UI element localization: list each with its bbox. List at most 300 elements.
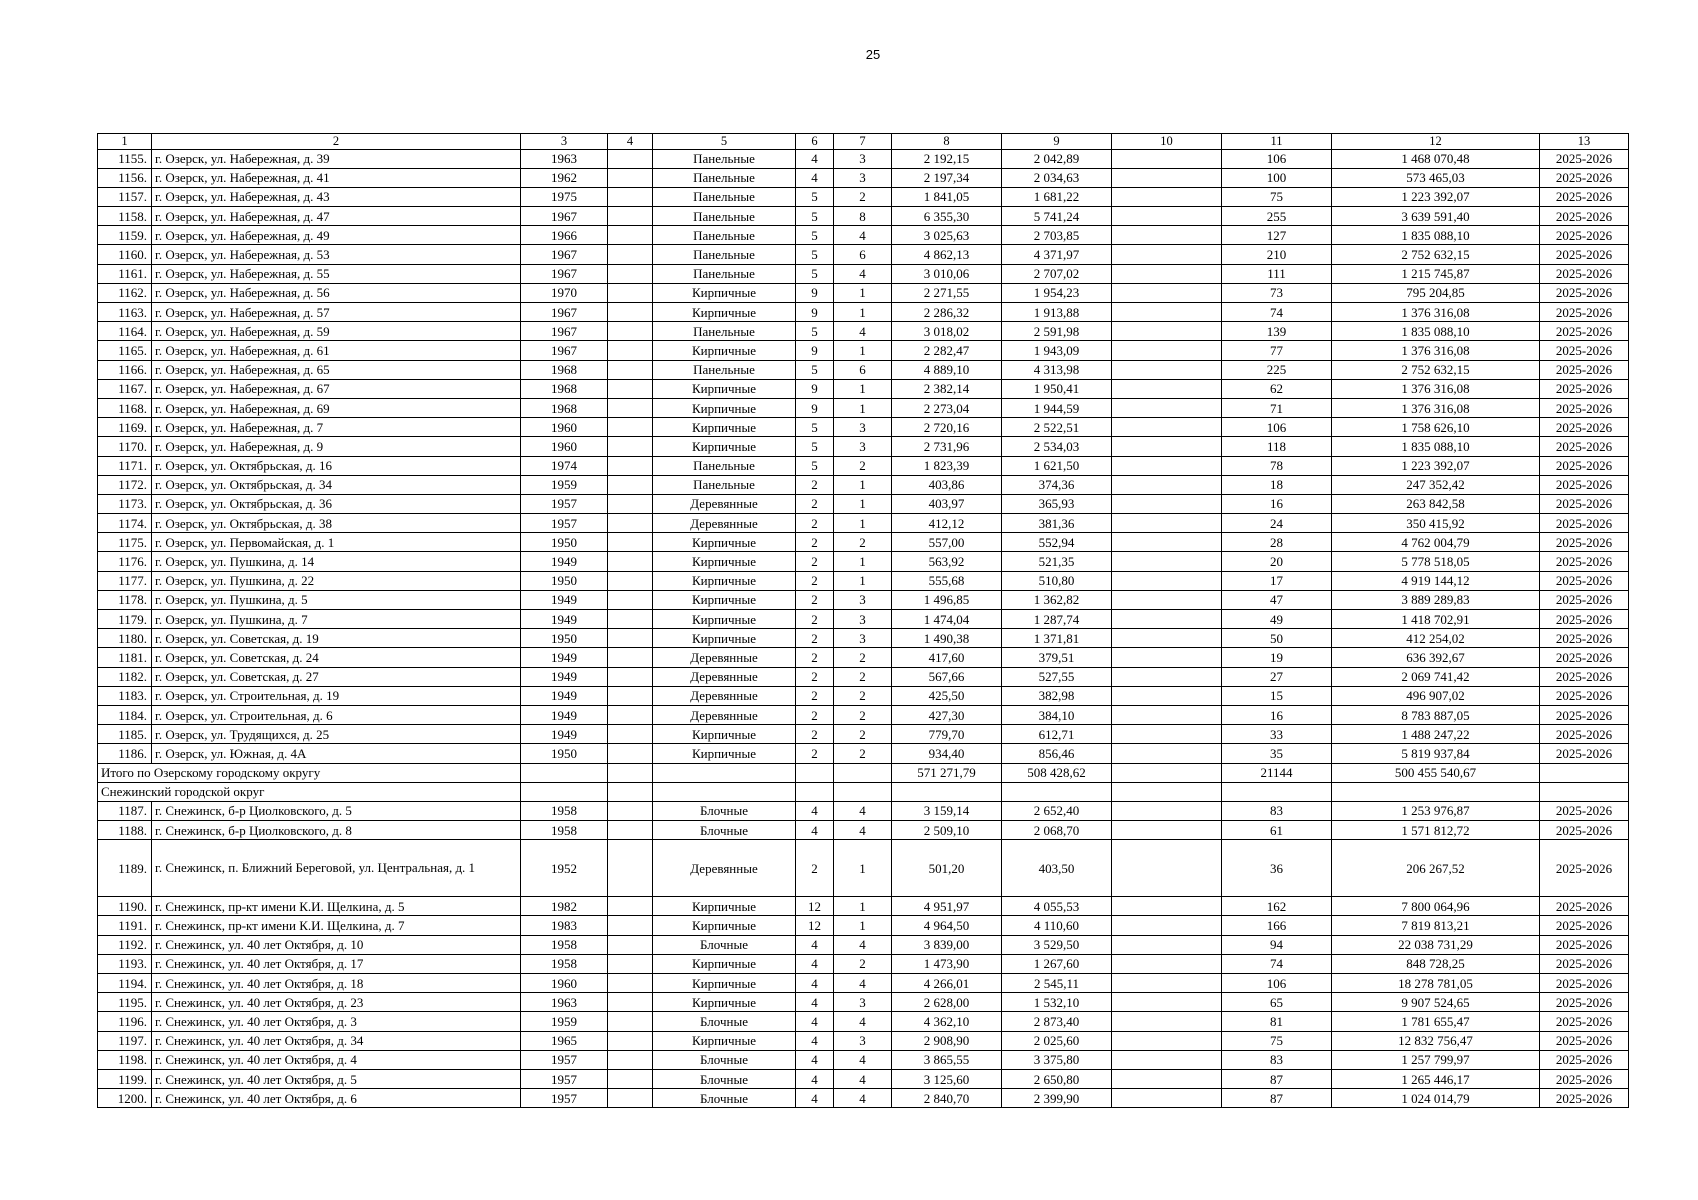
table-cell: 2025-2026 bbox=[1540, 629, 1629, 648]
table-cell bbox=[1112, 897, 1222, 916]
table-cell: 2 752 632,15 bbox=[1332, 245, 1540, 264]
table-cell: г. Озерск, ул. Набережная, д. 67 bbox=[152, 379, 521, 398]
table-cell bbox=[1112, 935, 1222, 954]
table-cell: 4 862,13 bbox=[892, 245, 1002, 264]
table-cell bbox=[1112, 533, 1222, 552]
table-cell: 1167. bbox=[98, 379, 152, 398]
table-cell: 555,68 bbox=[892, 571, 1002, 590]
table-cell: 2 628,00 bbox=[892, 993, 1002, 1012]
table-cell: Панельные bbox=[653, 187, 796, 206]
table-cell bbox=[1112, 571, 1222, 590]
table-cell: 3 bbox=[834, 1031, 892, 1050]
table-cell bbox=[608, 514, 653, 533]
table-cell bbox=[608, 360, 653, 379]
table-cell: г. Озерск, ул. Советская, д. 19 bbox=[152, 629, 521, 648]
table-cell: 1949 bbox=[521, 725, 608, 744]
table-cell: г. Озерск, ул. Набережная, д. 49 bbox=[152, 226, 521, 245]
table-cell: 1965 bbox=[521, 1031, 608, 1050]
table-cell: 19 bbox=[1222, 648, 1332, 667]
table-cell: Кирпичные bbox=[653, 629, 796, 648]
table-cell: 4 bbox=[796, 168, 834, 187]
table-cell: 1186. bbox=[98, 744, 152, 763]
table-cell: 1 371,81 bbox=[1002, 629, 1112, 648]
table-cell: 848 728,25 bbox=[1332, 954, 1540, 973]
table-cell: 1967 bbox=[521, 322, 608, 341]
table-cell: 1957 bbox=[521, 494, 608, 513]
table-cell bbox=[608, 801, 653, 820]
table-cell: 573 465,03 bbox=[1332, 168, 1540, 187]
table-cell: 75 bbox=[1222, 187, 1332, 206]
table-cell bbox=[608, 283, 653, 302]
table-cell: 4 bbox=[834, 1089, 892, 1108]
table-cell: 2025-2026 bbox=[1540, 437, 1629, 456]
table-cell: 2 bbox=[796, 705, 834, 724]
column-number: 9 bbox=[1002, 134, 1112, 150]
table-cell: 2 908,90 bbox=[892, 1031, 1002, 1050]
table-cell: 2 731,96 bbox=[892, 437, 1002, 456]
table-cell: 1 781 655,47 bbox=[1332, 1012, 1540, 1031]
table-cell: 1169. bbox=[98, 418, 152, 437]
table-cell: г. Снежинск, ул. 40 лет Октября, д. 6 bbox=[152, 1089, 521, 1108]
table-cell: 5 bbox=[796, 264, 834, 283]
table-cell: 1983 bbox=[521, 916, 608, 935]
column-number: 3 bbox=[521, 134, 608, 150]
table-cell bbox=[608, 571, 653, 590]
table-cell: г. Озерск, ул. Набережная, д. 41 bbox=[152, 168, 521, 187]
table-cell: 1 bbox=[834, 379, 892, 398]
summary-value: 571 271,79 bbox=[892, 763, 1002, 782]
table-cell: 4 055,53 bbox=[1002, 897, 1112, 916]
table-cell: 3 159,14 bbox=[892, 801, 1002, 820]
table-cell: г. Озерск, ул. Пушкина, д. 5 bbox=[152, 590, 521, 609]
table-cell: г. Озерск, ул. Набережная, д. 7 bbox=[152, 418, 521, 437]
table-row bbox=[98, 993, 1629, 1012]
table-cell: 100 bbox=[1222, 168, 1332, 187]
table-cell: 2025-2026 bbox=[1540, 341, 1629, 360]
table-row bbox=[98, 226, 1629, 245]
table-cell: 1 488 247,22 bbox=[1332, 725, 1540, 744]
table-cell bbox=[1112, 475, 1222, 494]
table-cell: г. Озерск, ул. Октябрьская, д. 36 bbox=[152, 494, 521, 513]
table-cell: 1 bbox=[834, 571, 892, 590]
table-cell: 106 bbox=[1222, 974, 1332, 993]
table-cell: 417,60 bbox=[892, 648, 1002, 667]
table-cell: г. Озерск, ул. Набережная, д. 47 bbox=[152, 207, 521, 226]
table-cell: 5 bbox=[796, 322, 834, 341]
table-cell bbox=[608, 705, 653, 724]
table-cell bbox=[608, 418, 653, 437]
table-cell bbox=[608, 1089, 653, 1108]
table-cell: Деревянные bbox=[653, 840, 796, 897]
table-cell: Панельные bbox=[653, 226, 796, 245]
table-cell: 1 376 316,08 bbox=[1332, 398, 1540, 417]
table-cell: 1 bbox=[834, 840, 892, 897]
table-cell: 5 bbox=[796, 245, 834, 264]
table-cell: Панельные bbox=[653, 456, 796, 475]
table-cell: 3 bbox=[834, 993, 892, 1012]
table-cell: 1 490,38 bbox=[892, 629, 1002, 648]
table-cell: 1966 bbox=[521, 226, 608, 245]
table-cell bbox=[1112, 610, 1222, 629]
table-cell: 527,55 bbox=[1002, 667, 1112, 686]
table-cell: Кирпичные bbox=[653, 418, 796, 437]
table-cell: г. Озерск, ул. Советская, д. 24 bbox=[152, 648, 521, 667]
table-cell: 1949 bbox=[521, 705, 608, 724]
table-cell: 3 018,02 bbox=[892, 322, 1002, 341]
table-cell: 1171. bbox=[98, 456, 152, 475]
table-cell bbox=[608, 398, 653, 417]
table-cell: 2 025,60 bbox=[1002, 1031, 1112, 1050]
table-cell: 2025-2026 bbox=[1540, 1050, 1629, 1069]
table-cell: Блочные bbox=[653, 1069, 796, 1088]
table-cell: 2 069 741,42 bbox=[1332, 667, 1540, 686]
table-cell: 2 bbox=[796, 686, 834, 705]
table-cell: 1 835 088,10 bbox=[1332, 226, 1540, 245]
table-cell: 1197. bbox=[98, 1031, 152, 1050]
table-cell: 5 778 518,05 bbox=[1332, 552, 1540, 571]
table-cell: 74 bbox=[1222, 954, 1332, 973]
section-empty-cell bbox=[521, 782, 608, 801]
section-label: Снежинский городской округ bbox=[98, 782, 521, 801]
table-cell: 225 bbox=[1222, 360, 1332, 379]
table-cell bbox=[608, 149, 653, 168]
table-cell bbox=[1112, 187, 1222, 206]
table-row bbox=[98, 1050, 1629, 1069]
table-cell: г. Озерск, ул. Строительная, д. 6 bbox=[152, 705, 521, 724]
table-cell: 2 382,14 bbox=[892, 379, 1002, 398]
table-cell: г. Снежинск, ул. 40 лет Октября, д. 34 bbox=[152, 1031, 521, 1050]
table-cell: 3 865,55 bbox=[892, 1050, 1002, 1069]
table-cell bbox=[608, 648, 653, 667]
table-cell: 1178. bbox=[98, 590, 152, 609]
table-cell: 12 bbox=[796, 916, 834, 935]
table-cell: 1959 bbox=[521, 475, 608, 494]
table-cell: 5 741,24 bbox=[1002, 207, 1112, 226]
table-cell: г. Озерск, ул. Строительная, д. 19 bbox=[152, 686, 521, 705]
table-cell: 81 bbox=[1222, 1012, 1332, 1031]
table-cell: 49 bbox=[1222, 610, 1332, 629]
table-cell: 2025-2026 bbox=[1540, 840, 1629, 897]
table-cell: 1 954,23 bbox=[1002, 283, 1112, 302]
table-cell: 4 bbox=[834, 264, 892, 283]
table-cell: Панельные bbox=[653, 168, 796, 187]
table-cell: 1967 bbox=[521, 303, 608, 322]
table-cell bbox=[1112, 149, 1222, 168]
table-cell bbox=[1112, 379, 1222, 398]
table-cell: 3 bbox=[834, 149, 892, 168]
table-cell bbox=[1112, 1050, 1222, 1069]
table-row bbox=[98, 456, 1629, 475]
table-cell: 4 362,10 bbox=[892, 1012, 1002, 1031]
table-cell: 9 bbox=[796, 303, 834, 322]
table-cell: Кирпичные bbox=[653, 610, 796, 629]
table-cell: г. Озерск, ул. Набережная, д. 53 bbox=[152, 245, 521, 264]
table-cell: 2025-2026 bbox=[1540, 533, 1629, 552]
table-cell: 3 bbox=[834, 610, 892, 629]
table-cell: 1 bbox=[834, 341, 892, 360]
table-row bbox=[98, 840, 1629, 897]
table-cell: 2025-2026 bbox=[1540, 1031, 1629, 1050]
table-row bbox=[98, 1089, 1629, 1108]
table-cell: Кирпичные bbox=[653, 571, 796, 590]
table-cell: 47 bbox=[1222, 590, 1332, 609]
table-cell: 1960 bbox=[521, 418, 608, 437]
table-cell: г. Озерск, ул. Пушкина, д. 7 bbox=[152, 610, 521, 629]
table-cell: 1949 bbox=[521, 686, 608, 705]
table-cell: 2 840,70 bbox=[892, 1089, 1002, 1108]
table-cell: 2 bbox=[796, 571, 834, 590]
table-row bbox=[98, 610, 1629, 629]
table-cell: 2025-2026 bbox=[1540, 398, 1629, 417]
table-cell: Кирпичные bbox=[653, 552, 796, 571]
table-cell: 9 bbox=[796, 283, 834, 302]
table-cell: 2025-2026 bbox=[1540, 456, 1629, 475]
table-cell: 4 bbox=[834, 821, 892, 840]
table-cell: 1982 bbox=[521, 897, 608, 916]
table-cell bbox=[608, 1069, 653, 1088]
table-cell: 1194. bbox=[98, 974, 152, 993]
table-cell: 4 110,60 bbox=[1002, 916, 1112, 935]
table-cell: 4 919 144,12 bbox=[1332, 571, 1540, 590]
table-cell: 5 bbox=[796, 207, 834, 226]
table-cell bbox=[608, 456, 653, 475]
table-cell: 1 223 392,07 bbox=[1332, 456, 1540, 475]
table-cell: Кирпичные bbox=[653, 398, 796, 417]
table-cell: г. Озерск, ул. Октябрьская, д. 34 bbox=[152, 475, 521, 494]
table-cell: 2025-2026 bbox=[1540, 207, 1629, 226]
table-cell: 16 bbox=[1222, 705, 1332, 724]
table-cell: 4 bbox=[796, 993, 834, 1012]
table-cell: 8 bbox=[834, 207, 892, 226]
table-cell: 1 bbox=[834, 398, 892, 417]
table-cell: 20 bbox=[1222, 552, 1332, 571]
table-cell: 3 639 591,40 bbox=[1332, 207, 1540, 226]
table-cell: 2 534,03 bbox=[1002, 437, 1112, 456]
table-cell: 1 287,74 bbox=[1002, 610, 1112, 629]
table-cell: 4 313,98 bbox=[1002, 360, 1112, 379]
table-cell: 2 bbox=[796, 514, 834, 533]
table-cell: 87 bbox=[1222, 1089, 1332, 1108]
table-cell: 2 034,63 bbox=[1002, 168, 1112, 187]
table-cell: 83 bbox=[1222, 801, 1332, 820]
table-cell: 4 bbox=[834, 1050, 892, 1069]
table-cell: 3 bbox=[834, 418, 892, 437]
table-cell: 139 bbox=[1222, 322, 1332, 341]
table-cell bbox=[1112, 207, 1222, 226]
table-cell: 2025-2026 bbox=[1540, 801, 1629, 820]
table-cell: 2025-2026 bbox=[1540, 168, 1629, 187]
table-cell bbox=[1112, 418, 1222, 437]
table-cell: 1 253 976,87 bbox=[1332, 801, 1540, 820]
table-cell: 4 bbox=[834, 322, 892, 341]
table-cell bbox=[608, 744, 653, 763]
table-cell: 3 bbox=[834, 629, 892, 648]
table-cell: 2025-2026 bbox=[1540, 993, 1629, 1012]
table-cell bbox=[608, 168, 653, 187]
column-number-row bbox=[98, 134, 1629, 150]
table-cell: 1 468 070,48 bbox=[1332, 149, 1540, 168]
table-cell: 2025-2026 bbox=[1540, 226, 1629, 245]
table-cell: 379,51 bbox=[1002, 648, 1112, 667]
table-cell: 1959 bbox=[521, 1012, 608, 1031]
table-cell: 1 758 626,10 bbox=[1332, 418, 1540, 437]
table-cell bbox=[608, 552, 653, 571]
table-cell bbox=[1112, 1012, 1222, 1031]
summary-value: 21144 bbox=[1222, 763, 1332, 782]
table-cell: 35 bbox=[1222, 744, 1332, 763]
table-row bbox=[98, 207, 1629, 226]
table-cell: 71 bbox=[1222, 398, 1332, 417]
table-cell: 3 889 289,83 bbox=[1332, 590, 1540, 609]
table-cell: 1 bbox=[834, 303, 892, 322]
table-body bbox=[98, 149, 1629, 1108]
table-row bbox=[98, 533, 1629, 552]
table-cell: 2 042,89 bbox=[1002, 149, 1112, 168]
table-cell: 1949 bbox=[521, 590, 608, 609]
table-cell: 1968 bbox=[521, 360, 608, 379]
table-cell: 2025-2026 bbox=[1540, 322, 1629, 341]
table-cell: 1958 bbox=[521, 935, 608, 954]
table-cell: г. Озерск, ул. Октябрьская, д. 16 bbox=[152, 456, 521, 475]
table-cell: 4 bbox=[796, 1050, 834, 1069]
table-cell: 62 bbox=[1222, 379, 1332, 398]
table-cell: 1183. bbox=[98, 686, 152, 705]
table-row bbox=[98, 686, 1629, 705]
table-cell: 2025-2026 bbox=[1540, 725, 1629, 744]
table-cell: 382,98 bbox=[1002, 686, 1112, 705]
table-cell: Панельные bbox=[653, 207, 796, 226]
table-cell: 1179. bbox=[98, 610, 152, 629]
table-cell: 2 652,40 bbox=[1002, 801, 1112, 820]
table-cell: 1967 bbox=[521, 264, 608, 283]
table-cell: 1 bbox=[834, 552, 892, 571]
table-cell: 3 529,50 bbox=[1002, 935, 1112, 954]
table-cell: 255 bbox=[1222, 207, 1332, 226]
table-row bbox=[98, 897, 1629, 916]
table-cell bbox=[1112, 456, 1222, 475]
table-cell: 1967 bbox=[521, 341, 608, 360]
table-cell: г. Озерск, ул. Набережная, д. 39 bbox=[152, 149, 521, 168]
table-cell bbox=[608, 935, 653, 954]
table-cell: 1175. bbox=[98, 533, 152, 552]
table-cell: 2 399,90 bbox=[1002, 1089, 1112, 1108]
table-cell: Деревянные bbox=[653, 667, 796, 686]
table-cell bbox=[1112, 993, 1222, 1012]
section-empty-cell bbox=[1540, 782, 1629, 801]
table-cell: 2 591,98 bbox=[1002, 322, 1112, 341]
table-cell bbox=[608, 264, 653, 283]
table-cell bbox=[1112, 590, 1222, 609]
table-cell: 77 bbox=[1222, 341, 1332, 360]
table-cell: 1 257 799,97 bbox=[1332, 1050, 1540, 1069]
table-cell: 1193. bbox=[98, 954, 152, 973]
table-cell: 1 362,82 bbox=[1002, 590, 1112, 609]
table-cell: 2 197,34 bbox=[892, 168, 1002, 187]
table-cell: 2 bbox=[834, 533, 892, 552]
table-cell: 1156. bbox=[98, 168, 152, 187]
table-cell: 350 415,92 bbox=[1332, 514, 1540, 533]
table-cell: 2 703,85 bbox=[1002, 226, 1112, 245]
table-cell: 4 bbox=[834, 974, 892, 993]
table-cell: 33 bbox=[1222, 725, 1332, 744]
table-row bbox=[98, 571, 1629, 590]
table-row bbox=[98, 801, 1629, 820]
table-cell bbox=[1112, 705, 1222, 724]
table-cell bbox=[1112, 648, 1222, 667]
table-cell: Кирпичные bbox=[653, 897, 796, 916]
table-cell: 1949 bbox=[521, 610, 608, 629]
table-cell: 2025-2026 bbox=[1540, 590, 1629, 609]
table-cell: 6 bbox=[834, 245, 892, 264]
table-cell bbox=[608, 187, 653, 206]
table-cell: 374,36 bbox=[1002, 475, 1112, 494]
table-cell: 1 bbox=[834, 916, 892, 935]
table-cell: Кирпичные bbox=[653, 993, 796, 1012]
table-cell: 9 bbox=[796, 398, 834, 417]
table-cell: 1191. bbox=[98, 916, 152, 935]
table-cell bbox=[608, 686, 653, 705]
table-cell: 1 473,90 bbox=[892, 954, 1002, 973]
table-cell bbox=[608, 667, 653, 686]
table-cell: Кирпичные bbox=[653, 283, 796, 302]
table-cell: 1949 bbox=[521, 648, 608, 667]
table-row bbox=[98, 1012, 1629, 1031]
table-cell: Кирпичные bbox=[653, 954, 796, 973]
section-empty-cell bbox=[653, 782, 796, 801]
table-cell: 12 bbox=[796, 897, 834, 916]
table-cell bbox=[608, 993, 653, 1012]
table-cell: 9 907 524,65 bbox=[1332, 993, 1540, 1012]
table-cell: 2025-2026 bbox=[1540, 149, 1629, 168]
table-cell: 1162. bbox=[98, 283, 152, 302]
table-cell: 1 823,39 bbox=[892, 456, 1002, 475]
table-cell: 1198. bbox=[98, 1050, 152, 1069]
column-number: 2 bbox=[152, 134, 521, 150]
table-cell: 2 bbox=[834, 705, 892, 724]
table-cell bbox=[608, 610, 653, 629]
table-cell: 1950 bbox=[521, 571, 608, 590]
table-cell bbox=[608, 629, 653, 648]
table-cell: 1176. bbox=[98, 552, 152, 571]
table-cell: 5 bbox=[796, 360, 834, 379]
table-row bbox=[98, 916, 1629, 935]
table-cell: Кирпичные bbox=[653, 725, 796, 744]
table-cell: 1187. bbox=[98, 801, 152, 820]
table-cell: 1185. bbox=[98, 725, 152, 744]
table-cell: 8 783 887,05 bbox=[1332, 705, 1540, 724]
table-cell: 1958 bbox=[521, 801, 608, 820]
table-cell: 118 bbox=[1222, 437, 1332, 456]
table-cell bbox=[1112, 398, 1222, 417]
column-number: 4 bbox=[608, 134, 653, 150]
table-cell: 2 bbox=[834, 954, 892, 973]
table-cell: 1195. bbox=[98, 993, 152, 1012]
column-number: 11 bbox=[1222, 134, 1332, 150]
table-cell: 5 bbox=[796, 226, 834, 245]
table-cell: 2025-2026 bbox=[1540, 418, 1629, 437]
table-cell: 2025-2026 bbox=[1540, 187, 1629, 206]
table-cell: 36 bbox=[1222, 840, 1332, 897]
table-cell: г. Озерск, ул. Октябрьская, д. 38 bbox=[152, 514, 521, 533]
table-cell: 61 bbox=[1222, 821, 1332, 840]
table-cell: 2 273,04 bbox=[892, 398, 1002, 417]
table-cell: 6 bbox=[834, 360, 892, 379]
table-cell: 106 bbox=[1222, 149, 1332, 168]
table-cell bbox=[1112, 744, 1222, 763]
table-cell: 1155. bbox=[98, 149, 152, 168]
table-cell: 1157. bbox=[98, 187, 152, 206]
table-cell: Кирпичные bbox=[653, 744, 796, 763]
